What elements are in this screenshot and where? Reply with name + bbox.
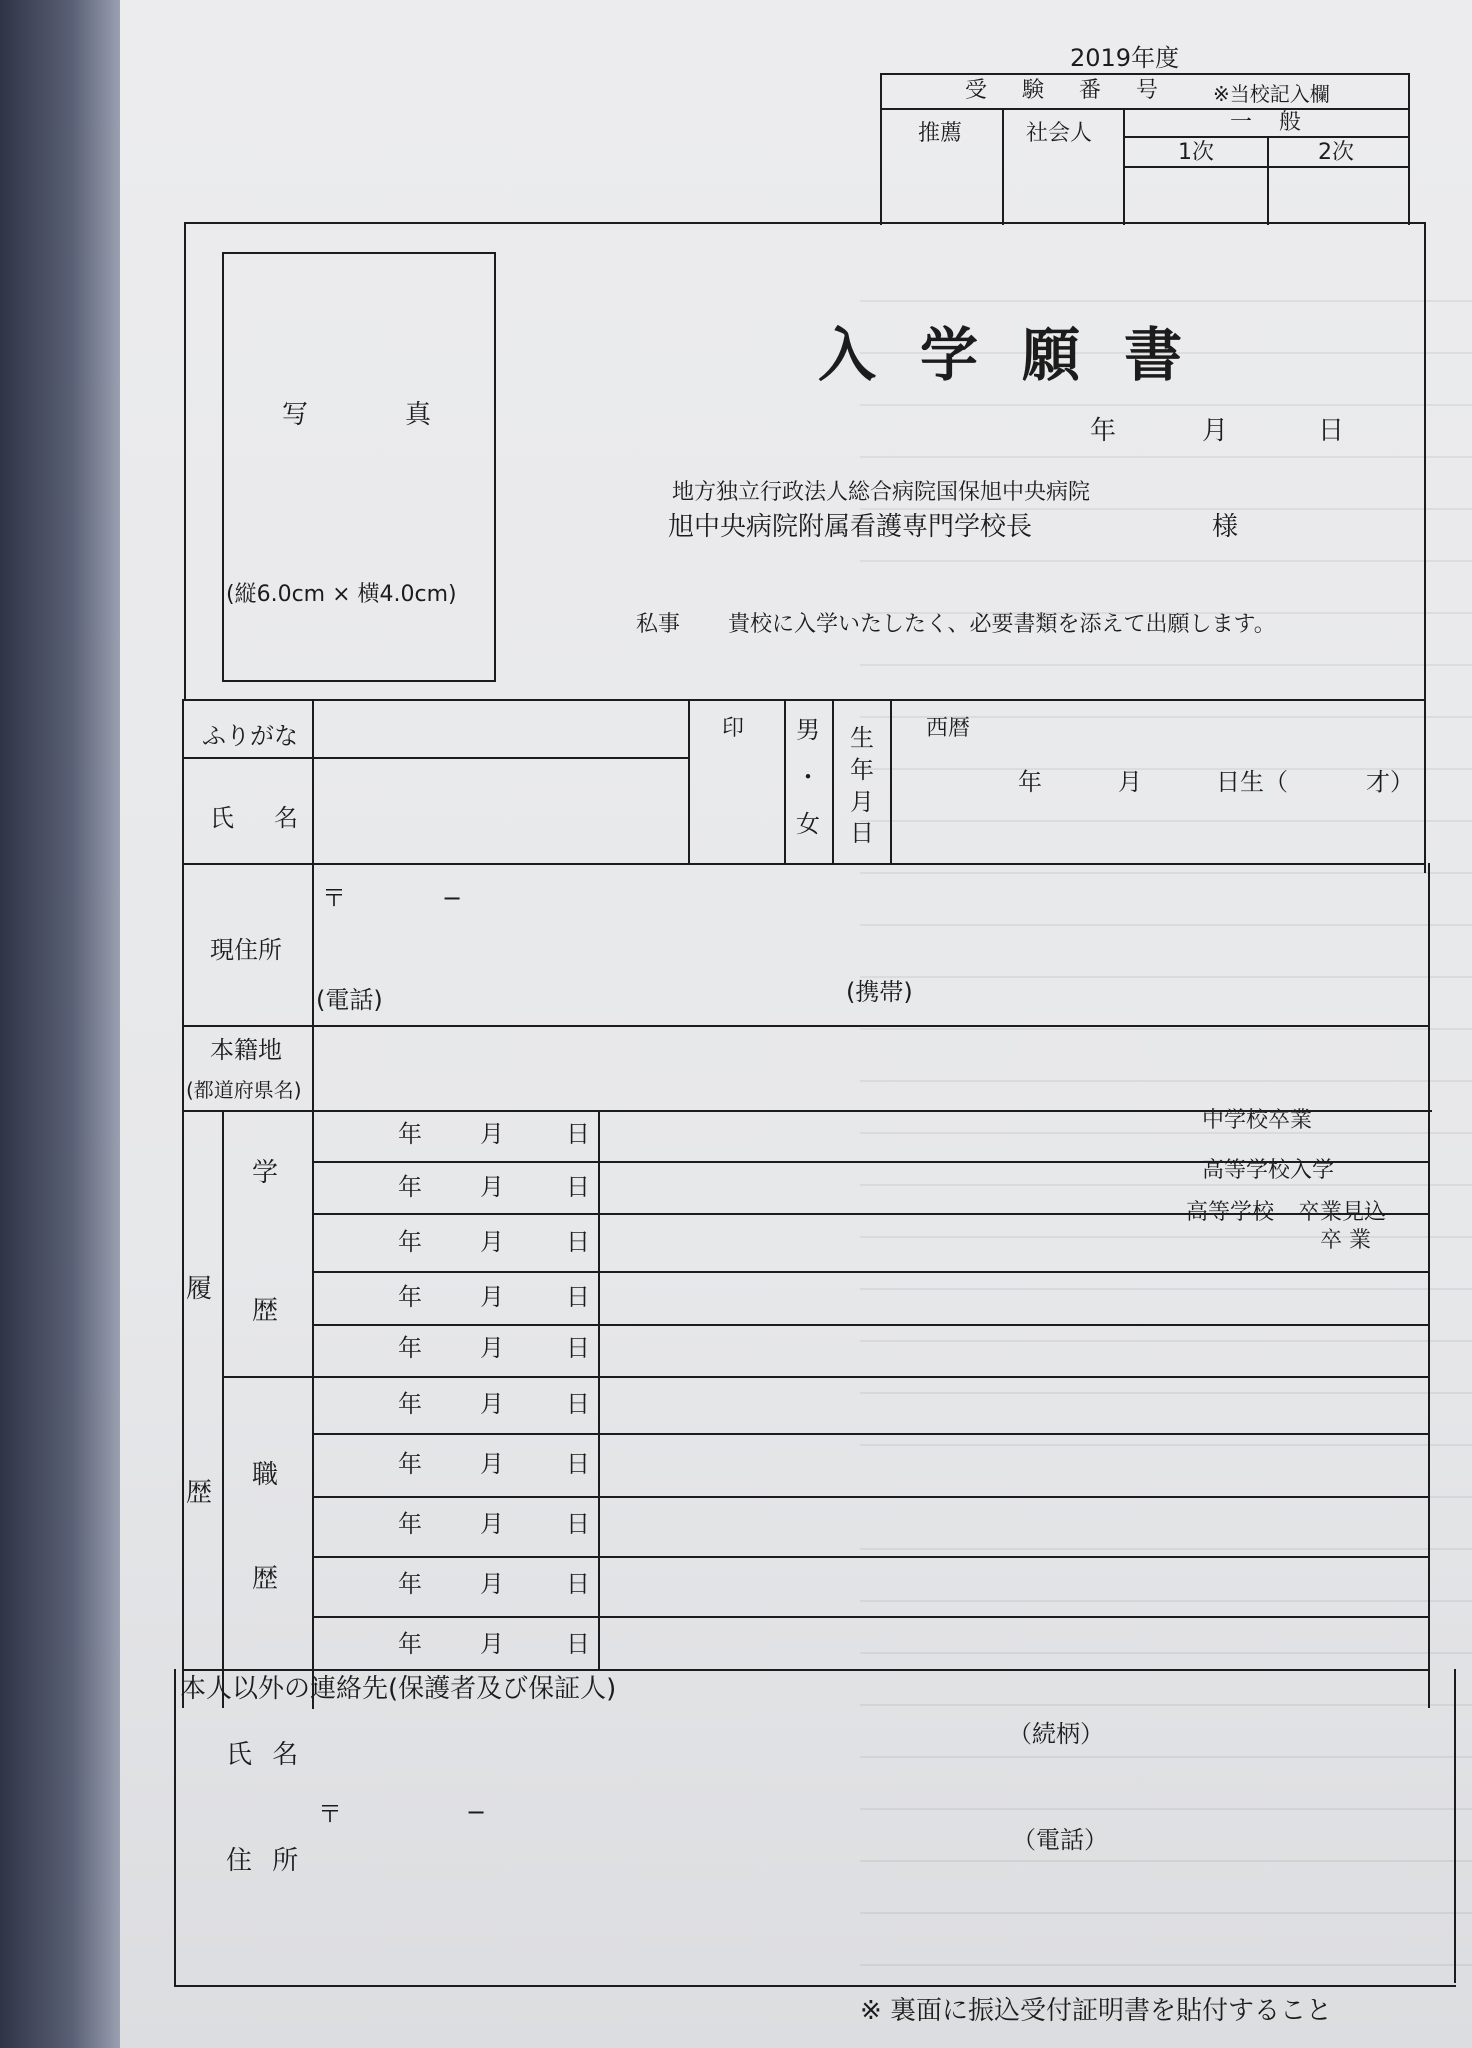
- sex-female: 女: [796, 809, 820, 838]
- education-char-1: 学: [252, 1158, 279, 1188]
- receipt-divider-3: [1267, 136, 1269, 225]
- domicile-sub-label: (都道府県名): [186, 1078, 302, 1102]
- history-row-10-year: 年: [398, 1630, 422, 1658]
- history-row-5-day: 日: [566, 1334, 590, 1362]
- form-year: 2019年度: [1070, 44, 1180, 72]
- sex-separator: ・: [796, 762, 820, 791]
- name-row-bottom: [182, 863, 1426, 865]
- junior-high-graduation-note: 中学校卒業: [1202, 1108, 1313, 1133]
- domicile-label: 本籍地: [210, 1036, 282, 1064]
- history-row-10-month: 月: [480, 1630, 504, 1658]
- history-row-1-day: 日: [566, 1120, 590, 1148]
- lower-frame-left: [182, 863, 184, 1708]
- work-char-1: 職: [252, 1460, 279, 1490]
- high-school-entrance-note: 高等学校入学: [1202, 1158, 1335, 1183]
- history-row-7-year: 年: [398, 1450, 422, 1478]
- seireki-label: 西暦: [926, 716, 971, 741]
- form-frame-right-upper: [1424, 222, 1426, 701]
- history-row-5-month: 月: [480, 1334, 504, 1362]
- birth-month: 月: [1118, 768, 1142, 796]
- history-row-2-month: 月: [480, 1173, 504, 1201]
- current-address-label: 現住所: [210, 936, 282, 964]
- photo-box-top: [222, 252, 496, 254]
- photo-label-right: 真: [405, 400, 432, 430]
- history-row-6-year: 年: [398, 1390, 422, 1418]
- exam-number-label: 受 験 番 号: [965, 78, 1172, 103]
- applicant-frame-left: [182, 699, 184, 873]
- date-day: 日: [1318, 416, 1345, 446]
- address-row-bottom: [182, 1025, 1430, 1027]
- history-row-8-year: 年: [398, 1510, 422, 1538]
- high-school-label: 高等学校: [1186, 1200, 1275, 1225]
- photo-box-left: [222, 252, 224, 682]
- address-phone-label: (電話): [316, 986, 383, 1014]
- birth-char-4: 日: [850, 819, 874, 848]
- graduation-expected-option: 卒業見込: [1298, 1200, 1387, 1225]
- history-row-9-month: 月: [480, 1570, 504, 1598]
- history-row-rule-6: [312, 1433, 1430, 1435]
- statement-lead: 私事: [636, 612, 681, 637]
- work-char-2: 歴: [252, 1564, 279, 1594]
- receipt-divider-1: [1002, 108, 1004, 225]
- bleed-through-shadow: [860, 300, 1472, 2000]
- graduated-option: 卒 業: [1320, 1228, 1371, 1253]
- photo-label-left: 写: [282, 400, 309, 430]
- form-title: 入学願書: [818, 321, 1227, 389]
- transfer-receipt-footnote: ※ 裏面に振込受付証明書を貼付すること: [860, 1996, 1333, 2026]
- contact-frame-left: [174, 1669, 176, 1987]
- contact-postal-mark: 〒: [318, 1800, 342, 1828]
- application-form-page: [120, 0, 1472, 2048]
- seal-label: 印: [722, 716, 745, 741]
- history-row-rule-3: [312, 1271, 1430, 1273]
- birth-char-1: 生: [850, 724, 874, 752]
- second-round-label: 2次: [1318, 140, 1354, 165]
- contact-address-label: 住 所: [226, 1846, 305, 1876]
- history-row-8-month: 月: [480, 1510, 504, 1538]
- applicant-name-label: 氏 名: [210, 804, 306, 832]
- photo-box-right: [494, 252, 496, 682]
- lower-frame-right: [1428, 863, 1430, 1708]
- contact-postal-dash: −: [466, 1798, 487, 1826]
- receipt-box-right: [1408, 73, 1410, 225]
- receipt-box-top: [880, 73, 1410, 75]
- date-month: 月: [1202, 416, 1229, 446]
- birth-char-3: 月: [850, 787, 874, 816]
- birth-right-rule: [890, 699, 892, 865]
- history-row-1-year: 年: [398, 1120, 422, 1148]
- form-frame-left-upper: [184, 222, 186, 701]
- seal-left-rule: [688, 699, 690, 865]
- history-row-2-year: 年: [398, 1173, 422, 1201]
- education-char-2: 歴: [252, 1296, 279, 1326]
- contact-frame-bottom: [174, 1985, 1456, 1987]
- photo-size-note: (縦6.0cm × 横4.0cm): [226, 582, 457, 607]
- rireki-char-top: 履: [186, 1274, 213, 1304]
- history-row-5-year: 年: [398, 1334, 422, 1362]
- history-row-rule-9: [312, 1616, 1430, 1618]
- history-row-6-day: 日: [566, 1390, 590, 1418]
- history-row-2-day: 日: [566, 1173, 590, 1201]
- history-row-10-day: 日: [566, 1630, 590, 1658]
- history-inner-column-rule: [222, 1110, 224, 1708]
- receipt-round-rule: [1123, 166, 1410, 168]
- receipt-box-left: [880, 73, 882, 225]
- contact-phone-label: （電話）: [1012, 1826, 1108, 1854]
- hospital-organization: 地方独立行政法人総合病院国保旭中央病院: [672, 480, 1091, 505]
- history-row-9-year: 年: [398, 1570, 422, 1598]
- birth-char-2: 年: [850, 755, 874, 784]
- contact-name-label: 氏 名: [226, 1740, 305, 1770]
- first-round-label: 1次: [1178, 140, 1214, 165]
- history-row-4-month: 月: [480, 1283, 504, 1311]
- contact-section-title: 本人以外の連絡先(保護者及び保証人): [180, 1674, 617, 1704]
- history-row-3-day: 日: [566, 1228, 590, 1256]
- birth-year: 年: [1018, 768, 1042, 796]
- general-label: 一 般: [1230, 110, 1311, 135]
- history-row-4-day: 日: [566, 1283, 590, 1311]
- history-row-7-day: 日: [566, 1450, 590, 1478]
- birth-day: 日生（: [1216, 768, 1288, 796]
- form-frame-top: [184, 222, 1426, 224]
- history-row-rule-4: [312, 1324, 1430, 1326]
- address-postal-dash: −: [442, 884, 463, 912]
- date-year: 年: [1090, 416, 1117, 446]
- history-row-rule-5: [312, 1376, 1430, 1378]
- edu-work-divider: [222, 1376, 312, 1378]
- sex-left-rule: [784, 699, 786, 865]
- history-row-rule-7: [312, 1496, 1430, 1498]
- recommend-label: 推薦: [918, 121, 963, 146]
- history-row-3-month: 月: [480, 1228, 504, 1256]
- history-section-bottom: [182, 1669, 1430, 1671]
- principal-addressee: 旭中央病院附属看護専門学校長: [668, 512, 1033, 542]
- furigana-rule: [182, 757, 690, 759]
- binder-spine: [0, 0, 120, 2048]
- history-row-8-day: 日: [566, 1510, 590, 1538]
- history-row-1-month: 月: [480, 1120, 504, 1148]
- history-row-9-day: 日: [566, 1570, 590, 1598]
- history-row-rule-8: [312, 1556, 1430, 1558]
- history-row-4-year: 年: [398, 1283, 422, 1311]
- working-adult-label: 社会人: [1026, 121, 1093, 146]
- history-date-column-rule: [598, 1110, 600, 1670]
- address-postal-mark: 〒: [322, 884, 346, 912]
- contact-frame-right: [1454, 1669, 1456, 1983]
- furigana-label: ふりがな: [202, 722, 298, 750]
- age-suffix: 才）: [1366, 768, 1414, 796]
- sex-male: 男: [796, 716, 820, 744]
- history-row-7-month: 月: [480, 1450, 504, 1478]
- rireki-char-bottom: 歴: [186, 1478, 213, 1508]
- honorific-sama: 様: [1212, 512, 1239, 542]
- applicant-frame-right: [1424, 699, 1426, 873]
- photo-box-bottom: [222, 680, 496, 682]
- school-use-note: ※当校記入欄: [1213, 82, 1330, 106]
- contact-relation-label: （続柄）: [1008, 1720, 1104, 1748]
- history-row-6-month: 月: [480, 1390, 504, 1418]
- applicant-section-top: [182, 699, 1426, 701]
- birth-left-rule: [832, 699, 834, 865]
- birth-date-label: [850, 724, 874, 848]
- application-statement: 貴校に入学いたしたく、必要書類を添えて出願します。: [728, 612, 1276, 637]
- address-mobile-label: (携帯): [846, 978, 913, 1006]
- receipt-header-rule: [880, 108, 1410, 110]
- sex-options: [796, 716, 820, 838]
- history-row-3-year: 年: [398, 1228, 422, 1256]
